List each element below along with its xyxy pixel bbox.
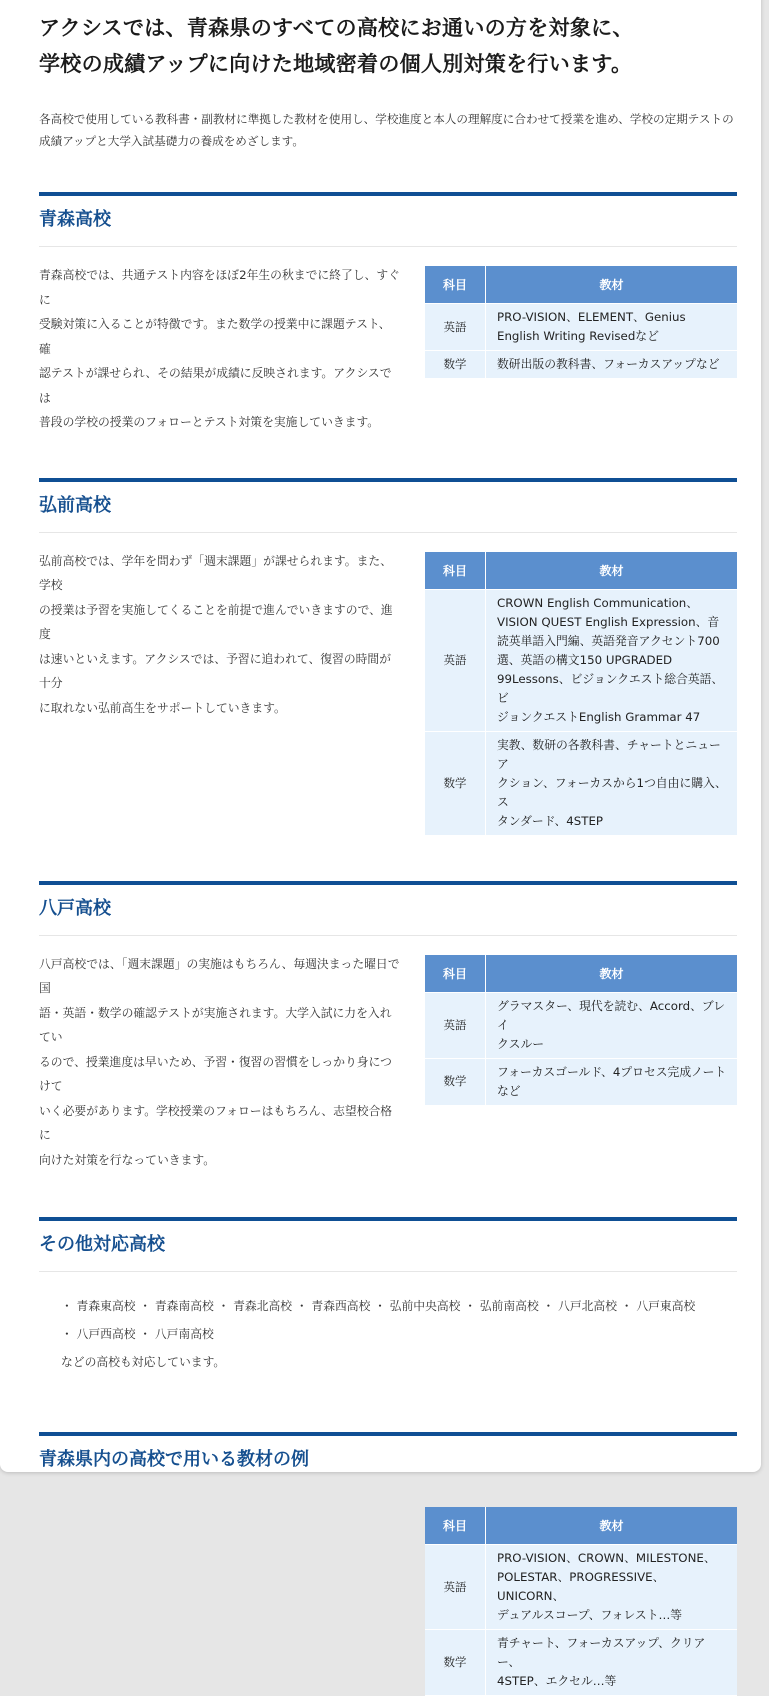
subject-cell: 英語 (425, 993, 486, 1059)
material-cell (486, 1545, 737, 1630)
description-line: 弘前高校では、学年を問わず「週末課題」が課せられます。また、学校 (39, 553, 392, 592)
materials-table (425, 1507, 737, 1696)
section-title: 弘前高校 (39, 482, 737, 533)
material-line: 選、英語の構文150 UPGRADED (497, 652, 673, 667)
table-row (425, 993, 737, 1059)
subject-cell: 数学 (425, 351, 486, 379)
section-material-examples (39, 1432, 737, 1696)
subject-header: 科目 (425, 266, 486, 304)
description-line: いく必要があります。学校授業のフォローはもちろん、志望校合格に (39, 1103, 393, 1142)
material-line: 99Lessons、ビジョンクエスト総合英語、ビ (497, 671, 724, 705)
material-line: 数研出版の教科書、フォーカスアップなど (497, 357, 720, 371)
subject-cell: 数学 (425, 732, 486, 836)
intro-text (39, 108, 739, 152)
section-title: 八戸高校 (39, 885, 737, 936)
description-line: は速いといえます。アクシスでは、予習に追われて、復習の時間が十分 (39, 651, 392, 690)
school-list-note: などの高校も対応しています。 (61, 1355, 226, 1369)
page-title (39, 10, 737, 82)
material-line: PRO-VISION、ELEMENT、Genius (497, 310, 686, 324)
material-line: POLESTAR、PROGRESSIVE、UNICORN、 (497, 1570, 665, 1603)
table-row (425, 304, 737, 351)
material-line: など (497, 1083, 521, 1098)
material-line: クション、フォーカスから1つ自由に購入、ス (497, 775, 727, 809)
intro-text-line2: 成績アップと大学入試基礎力の養成をめざします。 (39, 134, 304, 148)
material-cell (486, 1630, 737, 1696)
table-header-row (425, 1507, 737, 1545)
materials-table (425, 266, 737, 379)
table-row (425, 1059, 737, 1106)
material-line: 読英単語入門編、英語発音アクセント700 (497, 633, 720, 648)
material-header: 教材 (486, 1507, 737, 1545)
page-title-line1: アクシスでは、青森県のすべての高校にお通いの方を対象に、 (39, 16, 634, 40)
description-line: の授業は予習を実施してくることを前提で進んでいきますので、進度 (39, 602, 393, 641)
description-line: 八戸高校では、「週末課題」の実施はもちろん、毎週決まった曜日で国 (39, 956, 400, 995)
subject-header: 科目 (425, 955, 486, 993)
material-line: グラマスター、現代を読む、Accord、ブレイ (497, 998, 725, 1032)
table-row (425, 590, 737, 732)
table-header-row (425, 552, 737, 590)
material-header: 教材 (486, 266, 737, 304)
intro-text-line1: 各高校で使用している教科書・副教材に準拠した教材を使用し、学校進度と本人の理解度に合わせて授業を進め、学校の定期テストの (39, 112, 734, 126)
material-line: VISION QUEST English Expression、音 (497, 614, 720, 629)
material-header: 教材 (486, 955, 737, 993)
material-line: CROWN English Communication、 (497, 595, 699, 610)
materials-table (425, 955, 737, 1106)
material-line: 4STEP、エクセル…等 (497, 1674, 617, 1688)
section-hachinohe (39, 881, 737, 1173)
table-header-row (425, 955, 737, 993)
material-line: English Writing Revisedなど (497, 329, 659, 343)
material-cell (486, 590, 737, 732)
section-other-schools (39, 1217, 737, 1376)
material-line: フォーカスゴールド、4プロセス完成ノート (497, 1064, 727, 1079)
material-cell (486, 351, 737, 379)
material-line: 青チャート、フォーカスアップ、クリアー、 (497, 1636, 706, 1669)
other-schools-list (61, 1292, 737, 1376)
description-line: 青森高校では、共通テスト内容をほぼ2年生の秋までに終了し、すぐに (39, 268, 400, 307)
subject-cell: 英語 (425, 590, 486, 732)
section-aomori (39, 192, 737, 435)
description-line: 認テストが課せられ、その結果が成績に反映されます。アクシスでは (39, 366, 392, 405)
material-cell (486, 1059, 737, 1106)
table-row (425, 351, 737, 379)
description-line: 向けた対策を行なっていきます。 (39, 1152, 216, 1167)
section-description (39, 263, 401, 435)
section-title: 青森県内の高校で用いる教材の例 (39, 1436, 737, 1487)
subject-cell: 数学 (425, 1059, 486, 1106)
school-list-line: ・ 八戸西高校 ・ 八戸南高校 (61, 1327, 214, 1341)
description-line: に取れない弘前高生をサポートしていきます。 (39, 700, 286, 715)
subject-cell: 英語 (425, 1545, 486, 1630)
section-hirosaki (39, 478, 737, 836)
table-row (425, 732, 737, 836)
school-list-line: ・ 青森東高校 ・ 青森南高校 ・ 青森北高校 ・ 青森西高校 ・ 弘前中央高校 ・ 弘前南高校 ・ 八戸北高校 ・ 八戸東高校 (61, 1299, 696, 1313)
subject-cell: 英語 (425, 304, 486, 351)
section-title: 青森高校 (39, 196, 737, 247)
description-line: 受験対策に入ることが特徴です。また数学の授業中に課題テスト、確 (39, 317, 391, 356)
section-title: その他対応高校 (39, 1221, 737, 1272)
description-line: るので、授業進度は早いため、予習・復習の習慣をしっかり身につけて (39, 1054, 392, 1093)
material-cell (486, 732, 737, 836)
description-line: 普段の学校の授業のフォローとテスト対策を実施していきます。 (39, 415, 380, 429)
material-line: 実教、数研の各教科書、チャートとニューア (497, 737, 721, 771)
material-line: ジョンクエストEnglish Grammar 47 (497, 709, 701, 724)
subject-cell: 数学 (425, 1630, 486, 1696)
table-row (425, 1630, 737, 1696)
section-description (39, 952, 401, 1173)
subject-header: 科目 (425, 1507, 486, 1545)
section-description (39, 549, 401, 836)
material-line: PRO-VISION、CROWN、MILESTONE、 (497, 1551, 716, 1565)
material-line: デュアルスコープ、フォレスト…等 (497, 1608, 683, 1622)
description-line: 語・英語・数学の確認テストが実施されます。大学入試に力を入れてい (39, 1005, 392, 1044)
materials-table (425, 552, 737, 836)
page-title-line2: 学校の成績アップに向けた地域密着の個人別対策を行います。 (39, 52, 633, 76)
material-cell (486, 304, 737, 351)
material-header: 教材 (486, 552, 737, 590)
table-header-row (425, 266, 737, 304)
table-row (425, 1545, 737, 1630)
subject-header: 科目 (425, 552, 486, 590)
material-cell (486, 993, 737, 1059)
material-line: タンダード、4STEP (497, 813, 604, 828)
material-line: クスルー (497, 1036, 545, 1051)
